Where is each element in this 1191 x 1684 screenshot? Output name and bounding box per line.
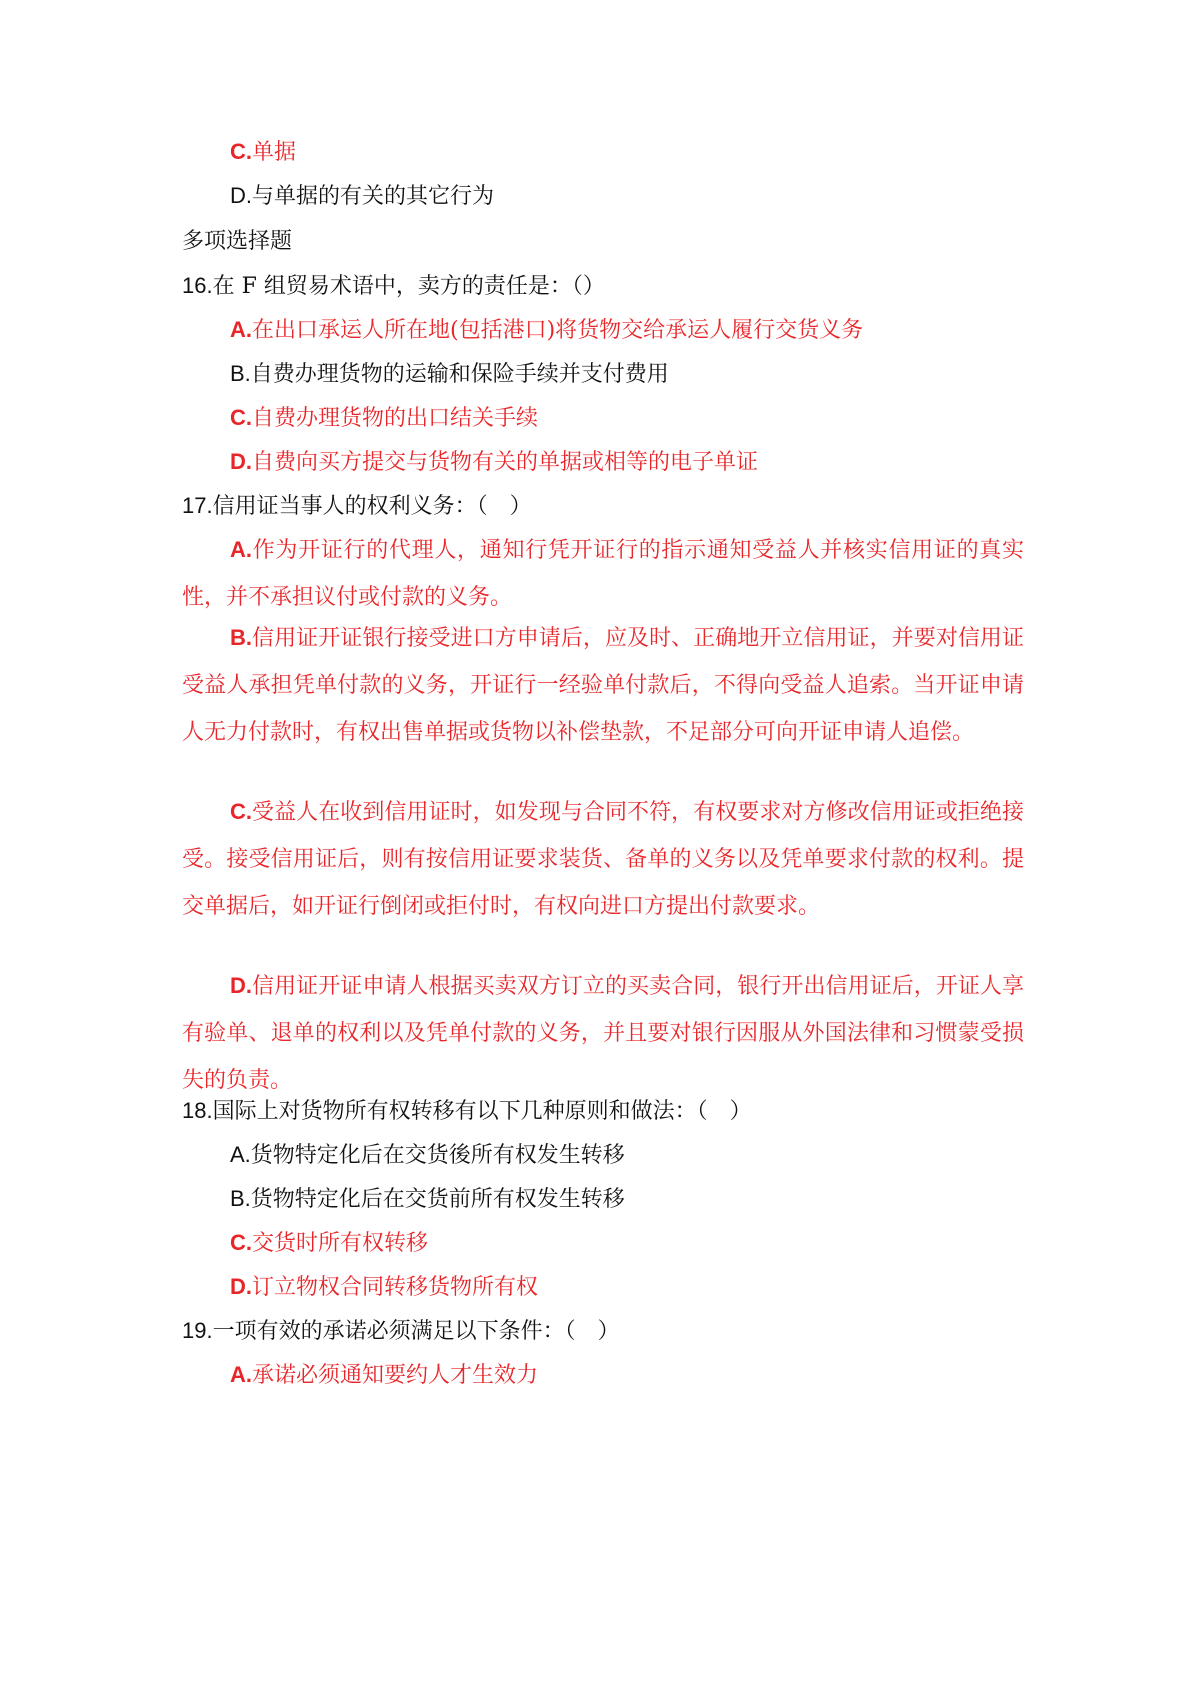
option-text: 与单据的有关的其它行为 (252, 184, 495, 209)
q17-option-c (182, 788, 1024, 930)
q18-option-a (230, 1139, 625, 1172)
q18-option-b (230, 1183, 625, 1216)
q17-option-d (182, 962, 1024, 1104)
option-text: 自费办理货物的运输和保险手续并支付费用 (250, 362, 669, 387)
q18-option-c (230, 1227, 428, 1260)
q17-option-b (182, 614, 1024, 756)
option-letter: B. (230, 1186, 251, 1211)
q17-question (182, 490, 532, 523)
option-letter: B. (230, 361, 251, 386)
option-letter: D. (230, 1274, 252, 1299)
question-number: 19. (182, 1318, 213, 1343)
q16-question (182, 270, 605, 303)
option-text: 订立物权合同转移货物所有权 (252, 1275, 539, 1300)
question-text: 一项有效的承诺必须满足以下条件：（ ） (212, 1319, 620, 1344)
option-text: 货物特定化后在交货前所有权发生转移 (250, 1187, 625, 1212)
option-text: 信用证开证银行接受进口方申请后，应及时、正确地开立信用证，并要对信用证受益人承担凭单付款的义务，开证行一经验单付款后，不得向受益人追索。当开证申请人无力付款时，有权出售单据或货物以补偿垫款，不足部分可向开证申请人追偿。 (182, 626, 1024, 745)
q16-option-a (230, 314, 863, 347)
question-text: 信用证当事人的权利义务：（ ） (212, 494, 532, 519)
q16-option-c (230, 402, 538, 435)
option-letter: A. (230, 1142, 251, 1167)
q18-question (182, 1095, 752, 1128)
q15-option-d (230, 180, 494, 213)
q19-question (182, 1315, 620, 1348)
option-text: 自费向买方提交与货物有关的单据或相等的电子单证 (252, 450, 759, 475)
option-letter: C. (230, 139, 252, 164)
option-letter: C. (230, 405, 252, 430)
option-text: 货物特定化后在交货後所有权发生转移 (250, 1143, 625, 1168)
option-text: 作为开证行的代理人，通知行凭开证行的指示通知受益人并核实信用证的真实性，并不承担议付或付款的义务。 (182, 538, 1024, 610)
q17-option-a (182, 526, 1024, 621)
q19-option-a (230, 1359, 538, 1392)
option-text: 信用证开证申请人根据买卖双方订立的买卖合同，银行开出信用证后，开证人享有验单、退单的权利以及凭单付款的义务，并且要对银行因服从外国法律和习惯蒙受损失的负责。 (182, 974, 1024, 1093)
question-number: 18. (182, 1098, 213, 1123)
option-text: 在出口承运人所在地(包括港口)将货物交给承运人履行交货义务 (252, 318, 864, 343)
option-letter: D. (230, 183, 252, 208)
option-letter: D. (230, 449, 252, 474)
option-letter: B. (230, 625, 252, 650)
option-text: 自费办理货物的出口结关手续 (252, 406, 539, 431)
option-letter: A. (230, 537, 252, 562)
q18-option-d (230, 1271, 538, 1304)
q16-option-d (230, 446, 758, 479)
section-title: 多项选择题 (182, 229, 293, 254)
question-text: 国际上对货物所有权转移有以下几种原则和做法：（ ） (212, 1099, 752, 1124)
question-number: 17. (182, 493, 213, 518)
option-text: 受益人在收到信用证时，如发现与合同不符，有权要求对方修改信用证或拒绝接受。接受信用证后，则有按信用证要求装货、备单的义务以及凭单要求付款的权利。提交单据后，如开证行倒闭或拒付时，有权向进口方提出付款要求。 (182, 800, 1024, 919)
question-number: 16. (182, 273, 213, 298)
question-text: 在 F 组贸易术语中，卖方的责任是：（） (212, 274, 605, 299)
q16-option-b (230, 358, 669, 391)
option-letter: C. (230, 1230, 252, 1255)
q15-option-c (230, 136, 296, 169)
option-text: 交货时所有权转移 (252, 1231, 429, 1256)
option-letter: A. (230, 1362, 252, 1387)
option-text: 承诺必须通知要约人才生效力 (252, 1363, 539, 1388)
option-letter: C. (230, 799, 252, 824)
option-letter: A. (230, 317, 252, 342)
option-text: 单据 (252, 140, 297, 165)
option-letter: D. (230, 973, 252, 998)
